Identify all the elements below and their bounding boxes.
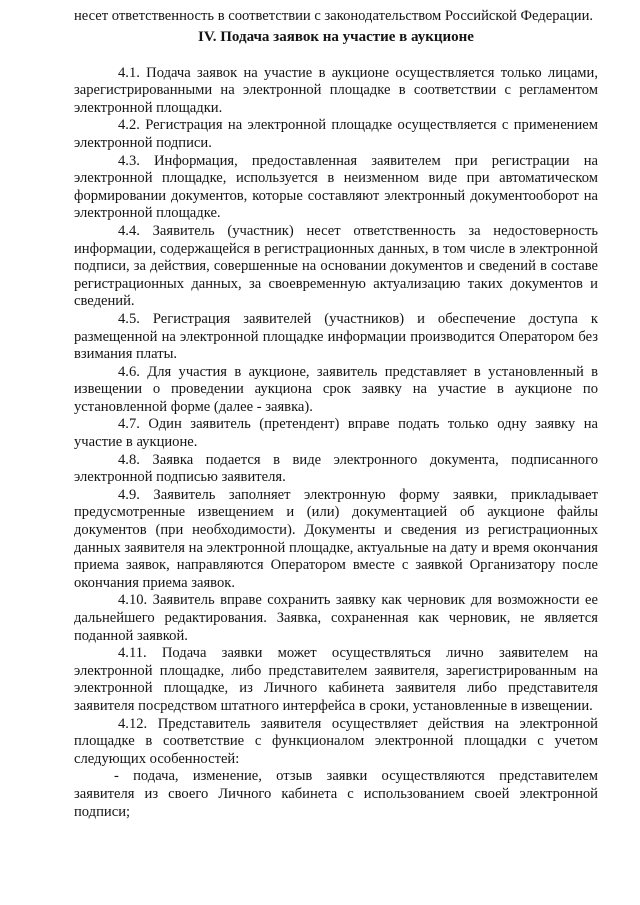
paragraph-4-7: 4.7. Один заявитель (претендент) вправе подать только одну заявку на участие в аукционе. bbox=[74, 416, 598, 451]
paragraph-4-1: 4.1. Подача заявок на участие в аукционе осуществляется только лицами, зарегистрированными на электронной площадке в соответствии с регламентом электронной площадки. bbox=[74, 64, 598, 116]
intro-paragraph: несет ответственность в соответствии с законодательством Российской Федерации. bbox=[74, 8, 594, 24]
paragraph-4-6: 4.6. Для участия в аукционе, заявитель представляет в установленный в извещении о проведении аукциона срок заявку на участие в аукционе по установленной форме (далее - заявка). bbox=[74, 363, 598, 415]
paragraph-4-4: 4.4. Заявитель (участник) несет ответственность за недостоверность информации, содержащейся в регистрационных данных, в том числе в электронной подписи, за действия, совершенные на основании документов и сведений в составе регистрационных данных, за своевременную актуализацию таких документов и сведений. bbox=[74, 222, 598, 310]
paragraph-4-2: 4.2. Регистрация на электронной площадке осуществляется с применением электронной подписи. bbox=[74, 117, 598, 151]
paragraph-4-11: 4.11. Подача заявки может осуществляться лично заявителем на электронной площадке, либо представителем заявителя, зарегистрированным на электронной площадке, из Личного кабинета заявителя либо представителя заявителя посредством штатного интерфейса в сроки, установленные в извещении. bbox=[74, 645, 598, 714]
paragraph-4-12: 4.12. Представитель заявителя осуществляет действия на электронной площадке в соответствие с функционалом электронной площадки с учетом следующих особенностей: bbox=[74, 715, 598, 767]
paragraph-4-5: 4.5. Регистрация заявителей (участников) и обеспечение доступа к размещенной на электронной площадке информации производится Оператором без взимания платы. bbox=[74, 310, 598, 363]
paragraph-4-9: 4.9. Заявитель заполняет электронную форму заявки, прикладывает предусмотренные извещением и (или) документацией об аукционе файлы документов (при необходимости). Документы и сведения из регистрационных данных заявителя на электронной площадке, актуальные на дату и время окончания приема заявок, направляются Оператором вместе с заявкой Организатору после окончания приема заявок. bbox=[74, 486, 598, 591]
paragraph-4-3: 4.3. Информация, предоставленная заявителем при регистрации на электронной площадке, используется в неизменном виде при автоматическом формировании документов, которые составляют электронный документооборот на электронной площадке. bbox=[74, 152, 598, 222]
list-item-submission: - подача, изменение, отзыв заявки осуществляются представителем заявителя из своего Личного кабинета с использованием своей электронной подписи; bbox=[74, 768, 598, 820]
section-title: IV. Подача заявок на участие в аукционе bbox=[198, 28, 474, 45]
paragraph-4-8: 4.8. Заявка подается в виде электронного документа, подписанного электронной подписью заявителя. bbox=[74, 451, 598, 486]
paragraph-4-10: 4.10. Заявитель вправе сохранить заявку как черновик для возможности ее дальнейшего редактирования. Заявка, сохраненная как черновик, не является поданной заявкой. bbox=[74, 592, 598, 644]
